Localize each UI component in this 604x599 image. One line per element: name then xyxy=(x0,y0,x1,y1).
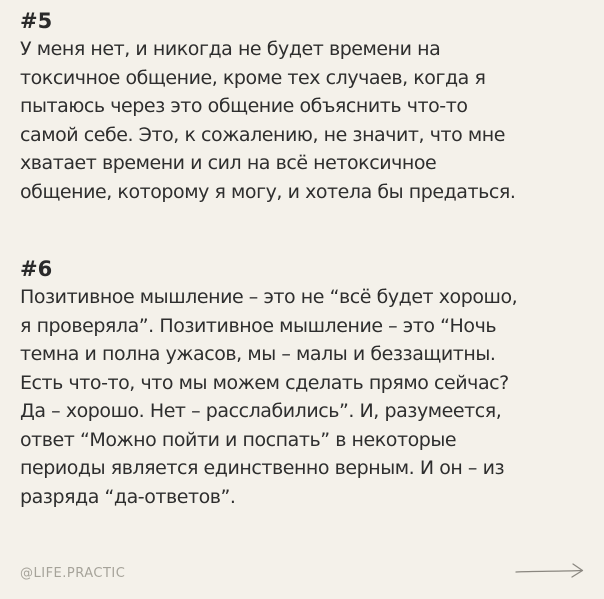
text-line: пытаюсь через это общение объяснить что-то xyxy=(20,95,468,117)
section-heading: #6 xyxy=(20,257,53,281)
account-handle: @LIFE.PRACTIC xyxy=(20,566,126,581)
text-line: периоды является единственно верным. И он – из xyxy=(20,457,505,479)
section-heading: #5 xyxy=(20,9,53,33)
text-line: темна и полна ужасов, мы – малы и беззащитны. xyxy=(20,343,496,365)
text-line: У меня нет, и никогда не будет времени на xyxy=(20,38,441,60)
text-line: хватает времени и сил на всё нетоксичное xyxy=(20,152,437,174)
text-line: общение, которому я могу, и хотела бы предаться. xyxy=(20,180,516,203)
text-line: токсичное общение, кроме тех случаев, когда я xyxy=(20,66,486,89)
section-6 xyxy=(20,256,590,511)
text-line: Есть что-то, что мы можем сделать прямо сейчас? xyxy=(20,371,509,394)
text-line: Позитивное мышление – это не “всё будет хорошо, xyxy=(20,286,518,308)
section-text xyxy=(20,35,590,206)
section-text xyxy=(20,283,590,511)
section-5 xyxy=(20,8,590,206)
text-line: самой себе. Это, к сожалению, не значит, что мне xyxy=(20,123,505,146)
text-line: ответ “Можно пойти и поспать” в некоторые xyxy=(20,428,457,451)
text-line: я проверяла”. Позитивное мышление – это “Ночь xyxy=(20,314,497,337)
text-line: разряда “да-ответов”. xyxy=(20,485,236,508)
text-line: Да – хорошо. Нет – расслабились”. И, разумеется, xyxy=(20,400,502,422)
arrow-right-icon[interactable] xyxy=(514,561,586,581)
